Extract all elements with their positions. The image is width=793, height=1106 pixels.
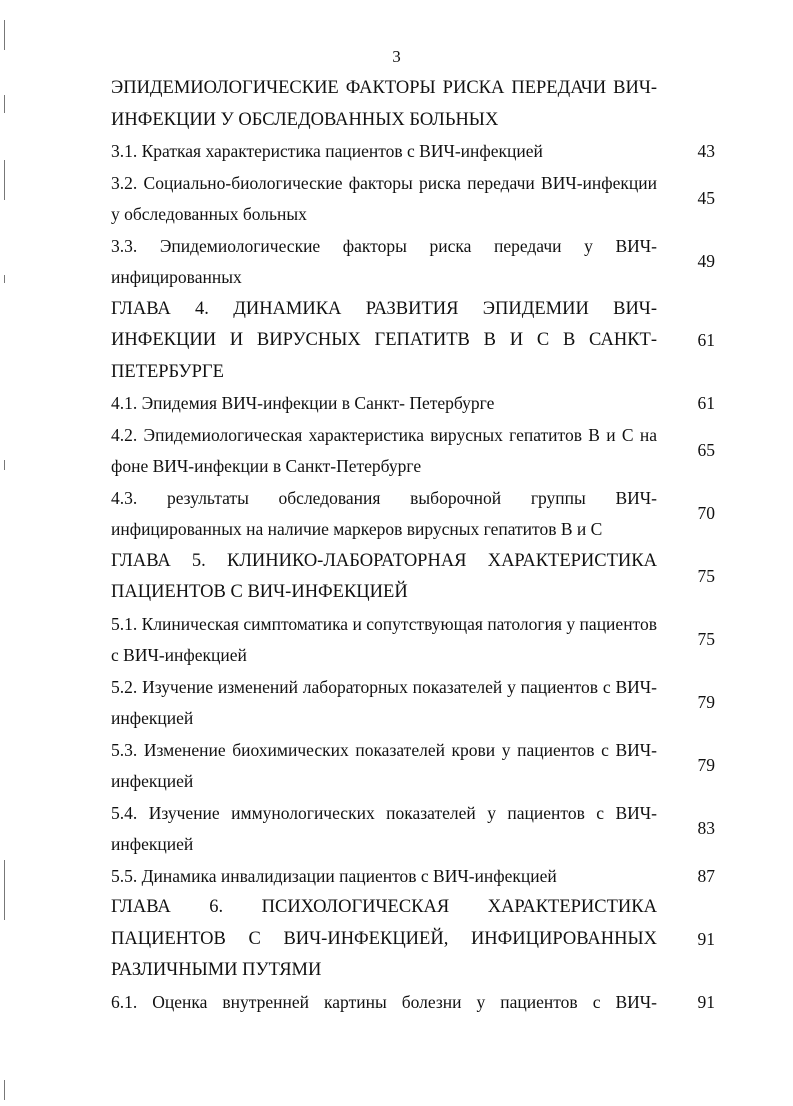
toc-entry-5-1 (111, 609, 715, 672)
scan-mark (4, 95, 5, 113)
scan-mark (4, 1080, 5, 1100)
scan-mark (4, 860, 5, 920)
toc-entry-text: 6.1. Оценка внутренней картины болезни у пациентов с ВИЧ- (111, 991, 657, 1012)
toc-entry-text: 4.1. Эпидемия ВИЧ-инфекции в Санкт- Петербурге (111, 393, 495, 413)
toc-entry-page: 70 (697, 503, 715, 524)
toc-entry-page: 83 (697, 818, 715, 839)
toc-entry-text: 3.3. Эпидемиологические факторы риска передачи у ВИЧ-инфицированных (111, 235, 657, 287)
toc-entry-3-3 (111, 231, 715, 294)
toc-entry-page: 75 (697, 629, 715, 650)
toc-entry-4-2 (111, 420, 715, 483)
toc-entry-page: 75 (697, 566, 715, 587)
toc-entry-text: 4.3. результаты обследования выборочной группы ВИЧ-инфицированных на наличие маркеров вирусных гепатитов В и С (111, 487, 657, 539)
toc-entry-text: 3.2. Социально-биологические факторы риска передачи ВИЧ-инфекции у обследованных больных (111, 172, 657, 224)
scan-mark (4, 275, 5, 283)
toc-entry-5-3 (111, 735, 715, 798)
scan-margin-marks (4, 0, 12, 1106)
toc-entry-text: 5.4. Изучение иммунологических показателей у пациентов с ВИЧ-инфекцией (111, 802, 657, 854)
toc-entry-text: 3.1. Краткая характеристика пациентов с ВИЧ-инфекцией (111, 141, 543, 161)
toc-entry-6-1 (111, 987, 715, 1019)
toc-entry-chapter-3-title (111, 73, 715, 136)
toc-entry-page: 87 (697, 865, 715, 886)
toc-entry-page: 43 (697, 141, 715, 161)
toc-entry-text: ГЛАВА 4. ДИНАМИКА РАЗВИТИЯ ЭПИДЕМИИ ВИЧ-ИНФЕКЦИИ И ВИРУСНЫХ ГЕПАТИТВ В И С В САНКТ-ПЕТЕРБУРГЕ (111, 298, 657, 382)
scan-mark (4, 160, 5, 200)
toc-entry-text: ГЛАВА 5. КЛИНИКО-ЛАБОРАТОРНАЯ ХАРАКТЕРИСТИКА ПАЦИЕНТОВ С ВИЧ-ИНФЕКЦИЕЙ (111, 550, 657, 602)
page-number: 3 (392, 47, 401, 66)
toc-entry-text: 5.3. Изменение биохимических показателей крови у пациентов с ВИЧ-инфекцией (111, 739, 657, 791)
toc-entry-text: 5.5. Динамика инвалидизации пациентов с ВИЧ-инфекцией (111, 865, 557, 886)
toc-entry-3-1 (111, 136, 715, 168)
toc-entry-text: ЭПИДЕМИОЛОГИЧЕСКИЕ ФАКТОРЫ РИСКА ПЕРЕДАЧИ ВИЧ-ИНФЕКЦИИ У ОБСЛЕДОВАННЫХ БОЛЬНЫХ (111, 78, 657, 130)
toc-entry-chapter-4 (111, 294, 715, 389)
toc-entry-text: ГЛАВА 6. ПСИХОЛОГИЧЕСКАЯ ХАРАКТЕРИСТИКА ПАЦИЕНТОВ С ВИЧ-ИНФЕКЦИЕЙ, ИНФИЦИРОВАННЫХ РАЗЛИЧНЫМИ ПУТЯМИ (111, 897, 657, 980)
toc-entry-page: 45 (697, 188, 715, 209)
toc-entry-page: 65 (697, 440, 715, 461)
table-of-contents (111, 73, 715, 1018)
toc-entry-text: 5.2. Изучение изменений лабораторных показателей у пациентов с ВИЧ-инфекцией (111, 676, 657, 728)
toc-entry-5-5 (111, 861, 715, 893)
scan-mark (4, 460, 5, 470)
toc-entry-chapter-6 (111, 892, 715, 987)
toc-entry-page: 91 (697, 928, 715, 949)
toc-entry-5-4 (111, 798, 715, 861)
toc-entry-5-2 (111, 672, 715, 735)
toc-entry-page: 79 (697, 755, 715, 776)
toc-entry-3-2 (111, 168, 715, 231)
toc-entry-text: 5.1. Клиническая симптоматика и сопутствующая патология у пациентов с ВИЧ-инфекцией (111, 613, 657, 665)
toc-entry-page: 91 (697, 991, 715, 1012)
toc-entry-page: 61 (697, 330, 715, 350)
toc-entry-4-1 (111, 388, 715, 420)
toc-entry-page: 49 (697, 251, 715, 272)
toc-entry-text: 4.2. Эпидемиологическая характеристика вирусных гепатитов В и С на фоне ВИЧ-инфекции в Санкт-Петербурге (111, 424, 657, 476)
scan-mark (4, 20, 5, 50)
toc-entry-chapter-5 (111, 546, 715, 609)
toc-entry-page: 61 (697, 393, 715, 413)
toc-entry-4-3 (111, 483, 715, 546)
toc-entry-page: 79 (697, 692, 715, 713)
